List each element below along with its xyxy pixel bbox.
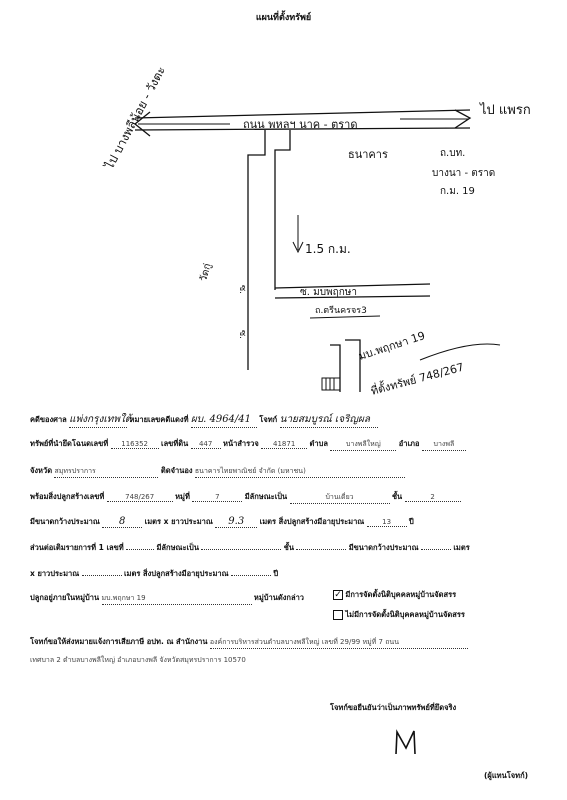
map-soi-name: ซ. มบพฤกษา — [300, 287, 357, 298]
building-no: 748/267 — [107, 493, 173, 502]
map-house-no: ที่ตั้งทรัพย์ 748/267 — [369, 360, 466, 398]
checkbox-empty-icon[interactable] — [333, 610, 343, 620]
sub-road-line — [310, 316, 380, 318]
province: สมุทรปราการ — [54, 466, 158, 478]
case-value: ผบ. 4964/41 — [191, 412, 257, 428]
row-province: จังหวัด สมุทรปราการ ติดจำนอง ธนาคารไทยพาณิชย์ จำกัด (มหาชน) — [30, 465, 405, 478]
width: 8 — [102, 516, 142, 528]
row-building: พร้อมสิ่งปลูกสร้างเลขที่ 748/267 หมู่ที่ 7 มีลักษณะเป็น บ้านเดี่ยว ชั้น 2 — [30, 491, 461, 504]
map-km: 1.5 ก.ม. — [305, 242, 351, 256]
checkbox-checked-icon[interactable]: ✓ — [334, 590, 342, 600]
row-extra2: x ยาวประมาณ เมตร สิ่งปลูกสร้างมีอายุประมาณ ปี — [30, 569, 279, 578]
main-road-top — [135, 110, 470, 118]
page-title: แผนที่ตั้งทรัพย์ — [255, 13, 312, 23]
tambon: บางพลีใหญ่ — [330, 439, 396, 451]
amphoe: บางพลี — [422, 439, 466, 451]
house-icon — [322, 378, 340, 390]
map-arrow-curve — [420, 344, 500, 360]
map-to-right: ไป แพรก — [480, 103, 531, 118]
age: 13 — [367, 518, 407, 527]
row-village: ปลูกอยู่ภายในหมู่บ้าน มบ.พฤกษา 19 หมู่บ้านดังกล่าว — [30, 592, 304, 605]
map-soi-side2: ซ. — [237, 330, 247, 339]
row-size: มีขนาดกว้างประมาณ 8 เมตร x ยาวประมาณ 9.3 เมตร สิ่งปลูกสร้างมีอายุประมาณ 13 ปี — [30, 516, 414, 527]
map-note-2: บางนา - ตราด — [432, 168, 496, 179]
map-soi-side1: ซ. — [237, 285, 247, 294]
map-note-3: ก.ม. 19 — [440, 186, 475, 197]
map-note-1: ถ.บท. — [440, 148, 466, 159]
map-road-main: ถนน พหลฯ นาค - ตราด — [243, 118, 358, 131]
map-sub-road: ถ.ตรีนครจร3 — [315, 306, 367, 316]
village-name: มบ.พฤกษา 19 — [102, 593, 252, 605]
soi-left-edge — [248, 130, 265, 370]
moo: 7 — [192, 493, 242, 502]
notify-value: องค์การบริหารส่วนตำบลบางพลีใหญ่ เลขที่ 29/99 หมู่ที่ 7 ถนน — [210, 637, 468, 649]
map-to-left: ไป บางพลีน้อย - วังตะ — [102, 64, 169, 172]
deed-no: 116352 — [111, 440, 159, 449]
survey-no: 41871 — [261, 440, 307, 449]
option-has-juristic[interactable]: ✓ มีการจัดตั้งนิติบุคคลหมู่บ้านจัดสรร — [334, 590, 457, 600]
plaintiff-value: นายสมบูรณ์ เจริญผล — [280, 412, 378, 428]
floor: 2 — [405, 493, 461, 502]
row-court: คดีของศาล แพ่งกรุงเทพใต้ หมายเลขคดีแดงที่ ผบ. 4964/41 โจทก์ นายสมบูรณ์ เจริญผล — [30, 412, 378, 428]
certify-text: โจทก์ขอยืนยันว่าเป็นภาพทรัพย์ที่ยึดจริง — [330, 703, 457, 712]
option-no-juristic[interactable]: ไม่มีการจัดตั้งนิติบุคคลหมู่บ้านจัดสรร — [333, 609, 465, 621]
mortgage: ธนาคารไทยพาณิชย์ จำกัด (มหาชน) — [195, 466, 405, 478]
map-soi-left: วัดกู่ — [198, 262, 214, 283]
building-outline-left — [330, 345, 340, 392]
soi-right-edge — [275, 130, 290, 290]
map-village: มบ.พฤกษา 19 — [356, 329, 427, 363]
court-value: แพ่งกรุงเทพใต้ — [69, 412, 127, 428]
row-extra: ส่วนต่อเติมรายการที่ 1 เลขที่ มีลักษณะเป็น ชั้น มีขนาดกว้างประมาณ เมตร — [30, 543, 470, 552]
building-outline-right — [345, 340, 360, 392]
signature-caption: (ผู้แทนโจทก์) — [484, 771, 529, 780]
length: 9.3 — [215, 516, 257, 528]
row-notify: โจทก์ขอให้ส่งหมายแจ้งการเสียภาษี อปท. ณ สำนักงาน องค์การบริหารส่วนตำบลบางพลีใหญ่ เลขที่ 29/99 หมู่ที่ 7 ถนน — [30, 636, 468, 649]
map-office: ธนาคาร — [348, 148, 388, 161]
building-type: บ้านเดี่ยว — [290, 492, 390, 504]
signature-mark — [394, 728, 418, 756]
row-property: ทรัพย์ที่นำยึดโฉนดเลขที่ 116352 เลขที่ดิน 447 หน้าสำรวจ 41871 ตำบล บางพลีใหญ่ อำเภอ บางพลี — [30, 438, 466, 451]
notify-value-2: เทศบาล 2 ตำบลบางพลีใหญ่ อำเภอบางพลี จังหวัดสมุทรปราการ 10570 — [30, 656, 246, 664]
land-no: 447 — [191, 440, 221, 449]
